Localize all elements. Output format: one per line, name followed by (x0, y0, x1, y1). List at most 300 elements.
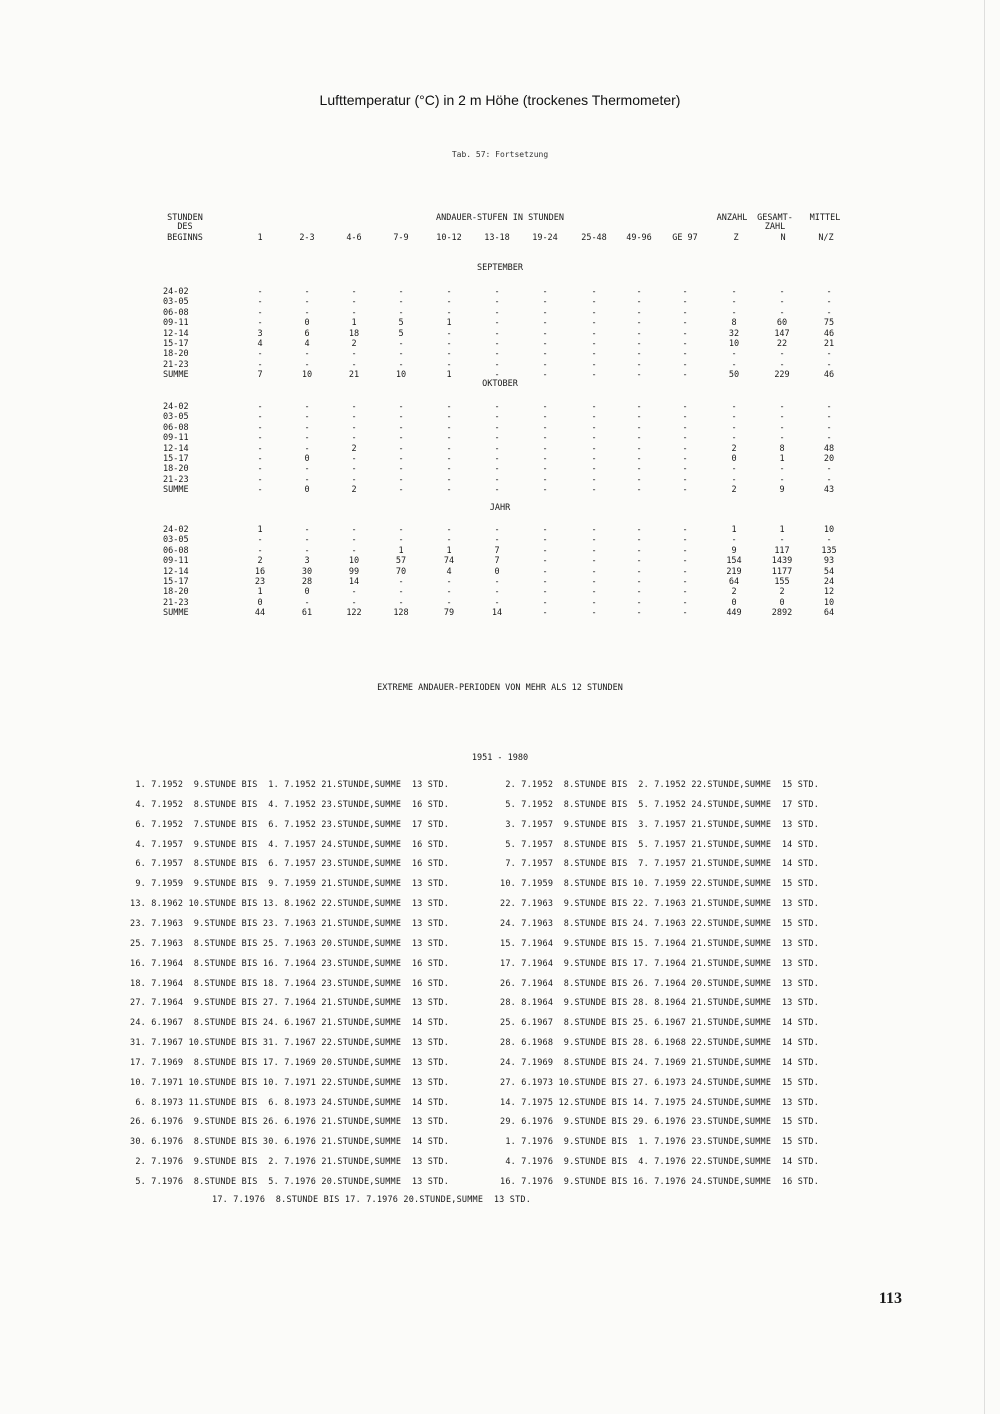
table-cell: 1 (257, 525, 263, 535)
table-cell: 4 (257, 339, 263, 349)
table-cell: - (446, 474, 452, 485)
table-cell: 10 (301, 370, 313, 381)
table-cell: 155 (774, 577, 790, 587)
table-cell: - (591, 545, 597, 556)
table-cell: - (446, 443, 452, 454)
period-entry: 26. 7.1964 8.STUNDE BIS 26. 7.1964 20.STUNDE,SUMME 13 STD. (500, 978, 820, 989)
table-cell: - (779, 412, 785, 423)
table-cell: - (731, 412, 737, 423)
table-cell: - (542, 318, 548, 329)
table-cell: - (636, 370, 642, 381)
period-entry: 2. 7.1952 8.STUNDE BIS 2. 7.1952 22.STUNDE,SUMME 15 STD. (500, 780, 820, 790)
table-cell: - (826, 402, 832, 412)
table-cell: - (446, 359, 452, 370)
table-cell: 147 (774, 328, 790, 339)
table-cell: - (494, 359, 500, 370)
table-cell: - (636, 454, 642, 464)
table-cell: 2 (351, 443, 357, 454)
table-cell: - (494, 307, 500, 318)
table-cell: 154 (726, 556, 742, 567)
table-cell: - (682, 566, 688, 577)
table-cell: - (542, 297, 548, 308)
table-cell: - (591, 535, 597, 546)
table-cell: - (351, 464, 357, 475)
duration-group-header: ANDAUER-STUFEN IN STUNDEN (436, 213, 564, 223)
table-cell: - (398, 402, 404, 412)
table-cell: 1 (446, 545, 452, 556)
table-cell: - (636, 307, 642, 318)
table-cell: 46 (823, 370, 835, 381)
table-cell: 7 (494, 545, 500, 556)
row-label: 21-23 (163, 359, 189, 370)
table-cell: - (304, 349, 310, 360)
table-cell: 2 (351, 485, 357, 496)
table-cell: - (398, 339, 404, 349)
table-cell: - (779, 535, 785, 546)
table-cell: - (304, 474, 310, 485)
table-cell: - (398, 577, 404, 587)
table-cell: - (682, 474, 688, 485)
table-cell: - (351, 587, 357, 598)
period-entry: 4. 7.1952 8.STUNDE BIS 4. 7.1952 23.STUNDE,SUMME 16 STD. (130, 799, 450, 810)
table-cell: - (446, 339, 452, 349)
table-cell: 14 (348, 577, 360, 587)
row-label: 18-20 (163, 349, 189, 360)
period-entry: 22. 7.1963 9.STUNDE BIS 22. 7.1963 21.STUNDE,SUMME 13 STD. (500, 899, 820, 910)
table-cell: - (542, 485, 548, 496)
table-cell: - (591, 566, 597, 577)
table-cell: - (494, 297, 500, 308)
table-cell: - (257, 412, 263, 423)
table-cell: 117 (774, 545, 790, 556)
table-cell: - (257, 402, 263, 412)
scan-edge (984, 0, 985, 1414)
table-cell: 135 (821, 545, 837, 556)
table-cell: - (304, 525, 310, 535)
table-cell: - (494, 287, 500, 297)
table-cell: - (257, 464, 263, 475)
period-entry: 15. 7.1964 9.STUNDE BIS 15. 7.1964 21.STUNDE,SUMME 13 STD. (500, 938, 820, 949)
table-cell: - (682, 318, 688, 329)
table-cell: - (446, 297, 452, 308)
row-label: 15-17 (163, 339, 189, 349)
table-cell: 43 (823, 485, 835, 496)
section-title: OKTOBER (482, 379, 518, 389)
table-cell: - (304, 464, 310, 475)
section-title: SEPTEMBER (476, 263, 524, 273)
period-entry: 14. 7.1975 12.STUNDE BIS 14. 7.1975 24.STUNDE,SUMME 13 STD. (500, 1097, 820, 1108)
table-cell: - (779, 464, 785, 475)
table-cell: - (257, 433, 263, 444)
table-cell: - (542, 566, 548, 577)
table-cell: - (682, 556, 688, 567)
table-cell: 1 (731, 525, 737, 535)
table-cell: - (257, 349, 263, 360)
table-cell: - (682, 443, 688, 454)
table-cell: - (446, 525, 452, 535)
table-cell: - (636, 525, 642, 535)
table-cell: 0 (304, 454, 310, 464)
table-cell: 1439 (771, 556, 793, 567)
table-cell: - (351, 297, 357, 308)
table-cell: - (779, 307, 785, 318)
table-cell: - (731, 433, 737, 444)
table-cell: - (494, 535, 500, 546)
period-entry: 25. 7.1963 8.STUNDE BIS 25. 7.1963 20.STUNDE,SUMME 13 STD. (130, 938, 450, 949)
row-label: SUMME (163, 608, 189, 619)
table-cell: - (304, 359, 310, 370)
duration-column-header: 25-48 (581, 233, 607, 243)
table-cell: - (731, 464, 737, 475)
table-cell: - (494, 485, 500, 496)
table-cell: 5 (398, 328, 404, 339)
table-cell: - (826, 535, 832, 546)
period-entry: 9. 7.1959 9.STUNDE BIS 9. 7.1959 21.STUNDE,SUMME 13 STD. (130, 879, 450, 890)
table-cell: 3 (257, 328, 263, 339)
table-cell: - (494, 525, 500, 535)
table-cell: - (351, 545, 357, 556)
table-cell: - (591, 485, 597, 496)
table-cell: - (636, 443, 642, 454)
table-cell: - (682, 287, 688, 297)
table-cell: - (591, 402, 597, 412)
table-cell: - (542, 454, 548, 464)
table-cell: - (636, 577, 642, 587)
gesamt-header: GESAMT- (757, 213, 793, 223)
table-cell: - (779, 297, 785, 308)
table-cell: - (591, 525, 597, 535)
table-cell: - (682, 328, 688, 339)
table-cell: - (636, 608, 642, 619)
table-cell: - (682, 587, 688, 598)
table-cell: - (591, 339, 597, 349)
table-cell: - (304, 422, 310, 433)
period-entry: 5. 7.1957 8.STUNDE BIS 5. 7.1957 21.STUNDE,SUMME 14 STD. (500, 839, 820, 850)
table-cell: 8 (779, 443, 785, 454)
table-cell: - (446, 597, 452, 608)
table-cell: 0 (257, 597, 263, 608)
table-cell: - (398, 359, 404, 370)
table-cell: 1 (446, 318, 452, 329)
table-cell: - (257, 485, 263, 496)
table-cell: - (446, 485, 452, 496)
period-entry: 10. 7.1971 10.STUNDE BIS 10. 7.1971 22.STUNDE,SUMME 13 STD. (130, 1077, 450, 1088)
table-cell: - (304, 412, 310, 423)
table-cell: 48 (823, 443, 835, 454)
table-cell: - (542, 556, 548, 567)
mittel-header: MITTEL (809, 213, 841, 223)
table-cell: - (542, 545, 548, 556)
table-cell: - (351, 349, 357, 360)
table-cell: - (636, 474, 642, 485)
table-cell: - (494, 597, 500, 608)
table-cell: - (636, 587, 642, 598)
table-cell: - (591, 412, 597, 423)
row-label: 24-02 (163, 525, 189, 535)
table-cell: - (542, 370, 548, 381)
table-cell: 229 (774, 370, 790, 381)
table-cell: - (591, 349, 597, 360)
table-cell: - (351, 597, 357, 608)
row-label: 03-05 (163, 535, 189, 546)
table-cell: 75 (823, 318, 835, 329)
table-cell: - (446, 433, 452, 444)
table-cell: - (636, 597, 642, 608)
table-cell: - (682, 454, 688, 464)
table-cell: - (398, 485, 404, 496)
table-cell: 14 (491, 608, 503, 619)
table-cell: - (591, 577, 597, 587)
duration-column-header: 10-12 (436, 233, 462, 243)
table-cell: 16 (254, 566, 266, 577)
gesamt-header-line2: ZAHL (764, 222, 786, 232)
period-entry: 17. 7.1969 8.STUNDE BIS 17. 7.1969 20.STUNDE,SUMME 13 STD. (130, 1057, 450, 1068)
table-cell: - (494, 474, 500, 485)
table-cell: - (398, 464, 404, 475)
period-entry: 30. 6.1976 8.STUNDE BIS 30. 6.1976 21.STUNDE,SUMME 14 STD. (130, 1137, 450, 1148)
table-cell: 1 (257, 587, 263, 598)
table-cell: - (682, 485, 688, 496)
table-cell: - (257, 422, 263, 433)
table-cell: - (731, 359, 737, 370)
anzahl-header: ANZAHL (716, 213, 748, 223)
table-cell: - (682, 307, 688, 318)
table-cell: 4 (446, 566, 452, 577)
table-cell: 61 (301, 608, 313, 619)
period-entry: 17. 7.1964 9.STUNDE BIS 17. 7.1964 21.STUNDE,SUMME 13 STD. (500, 958, 820, 969)
table-cell: - (826, 474, 832, 485)
table-cell: - (351, 535, 357, 546)
row-label: 24-02 (163, 287, 189, 297)
table-cell: - (591, 328, 597, 339)
table-cell: - (636, 402, 642, 412)
table-cell: - (636, 556, 642, 567)
table-cell: - (591, 370, 597, 381)
table-cell: 22 (776, 339, 788, 349)
duration-column-header: 1 (257, 233, 263, 243)
table-cell: - (731, 307, 737, 318)
anzahl-unit: Z (733, 233, 739, 243)
table-cell: - (446, 287, 452, 297)
table-cell: - (351, 287, 357, 297)
period-entry: 13. 8.1962 10.STUNDE BIS 13. 8.1962 22.STUNDE,SUMME 13 STD. (130, 899, 450, 910)
table-cell: - (826, 307, 832, 318)
table-cell: 0 (494, 566, 500, 577)
period-entry: 23. 7.1963 9.STUNDE BIS 23. 7.1963 21.STUNDE,SUMME 13 STD. (130, 918, 450, 929)
table-cell: - (257, 474, 263, 485)
row-label: 21-23 (163, 597, 189, 608)
table-cell: - (636, 566, 642, 577)
table-cell: 99 (348, 566, 360, 577)
period-entry: 16. 7.1976 9.STUNDE BIS 16. 7.1976 24.STUNDE,SUMME 16 STD. (500, 1177, 820, 1187)
stub-header-line1: STUNDEN (167, 213, 203, 223)
duration-column-header: GE 97 (672, 233, 698, 243)
period-entry: 6. 8.1973 11.STUNDE BIS 6. 8.1973 24.STUNDE,SUMME 14 STD. (130, 1097, 450, 1108)
row-label: 12-14 (163, 566, 189, 577)
table-cell: - (542, 464, 548, 475)
table-cell: - (542, 339, 548, 349)
table-cell: - (351, 454, 357, 464)
table-cell: - (826, 422, 832, 433)
table-cell: - (542, 597, 548, 608)
table-cell: - (257, 359, 263, 370)
table-cell: 2 (731, 485, 737, 496)
table-cell: - (731, 297, 737, 308)
period-entry: 26. 6.1976 9.STUNDE BIS 26. 6.1976 21.STUNDE,SUMME 13 STD. (130, 1117, 450, 1128)
table-cell: - (682, 297, 688, 308)
duration-column-header: 49-96 (626, 233, 652, 243)
table-cell: - (257, 318, 263, 329)
period-entry: 24. 6.1967 8.STUNDE BIS 24. 6.1967 21.STUNDE,SUMME 14 STD. (130, 1018, 450, 1029)
table-cell: 10 (823, 597, 835, 608)
table-cell: - (636, 349, 642, 360)
table-cell: 0 (731, 597, 737, 608)
table-cell: - (542, 422, 548, 433)
table-cell: 64 (728, 577, 740, 587)
stub-header-line3: BEGINNS (167, 233, 203, 243)
table-cell: - (398, 535, 404, 546)
table-cell: - (779, 287, 785, 297)
period-entry: 6. 7.1957 8.STUNDE BIS 6. 7.1957 23.STUNDE,SUMME 16 STD. (130, 859, 450, 870)
table-cell: - (826, 287, 832, 297)
period-entry: 18. 7.1964 8.STUNDE BIS 18. 7.1964 23.STUNDE,SUMME 16 STD. (130, 978, 450, 989)
table-cell: - (446, 307, 452, 318)
period-entry: 28. 6.1968 9.STUNDE BIS 28. 6.1968 22.STUNDE,SUMME 14 STD. (500, 1038, 820, 1049)
row-label: 15-17 (163, 577, 189, 587)
row-label: 03-05 (163, 412, 189, 423)
table-cell: - (542, 433, 548, 444)
table-cell: - (257, 454, 263, 464)
table-cell: 12 (823, 587, 835, 598)
table-cell: - (826, 464, 832, 475)
row-label: 24-02 (163, 402, 189, 412)
row-label: 18-20 (163, 464, 189, 475)
table-cell: 32 (728, 328, 740, 339)
table-cell: - (494, 443, 500, 454)
table-cell: - (304, 545, 310, 556)
table-cell: - (636, 535, 642, 546)
table-cell: - (731, 349, 737, 360)
table-cell: 5 (398, 318, 404, 329)
table-cell: 8 (731, 318, 737, 329)
table-cell: - (826, 412, 832, 423)
table-cell: - (351, 525, 357, 535)
table-cell: - (398, 349, 404, 360)
table-cell: 21 (823, 339, 835, 349)
table-cell: - (351, 359, 357, 370)
table-cell: - (682, 412, 688, 423)
period-entry: 24. 7.1969 8.STUNDE BIS 24. 7.1969 21.STUNDE,SUMME 14 STD. (500, 1057, 820, 1068)
period-entry: 5. 7.1952 8.STUNDE BIS 5. 7.1952 24.STUNDE,SUMME 17 STD. (500, 799, 820, 810)
extreme-periods-title: EXTREME ANDAUER-PERIODEN VON MEHR ALS 12 STUNDEN (377, 683, 623, 693)
table-cell: - (446, 464, 452, 475)
table-cell: - (636, 297, 642, 308)
table-cell: - (779, 422, 785, 433)
table-cell: 30 (301, 566, 313, 577)
table-subtitle: Tab. 57: Fortsetzung (451, 150, 549, 159)
table-cell: - (731, 287, 737, 297)
duration-column-header: 2-3 (299, 233, 315, 243)
table-cell: - (494, 370, 500, 381)
row-label: 15-17 (163, 454, 189, 464)
table-cell: - (636, 328, 642, 339)
table-cell: - (779, 359, 785, 370)
table-cell: 2 (779, 587, 785, 598)
table-cell: - (826, 297, 832, 308)
table-cell: 18 (348, 328, 360, 339)
table-cell: - (494, 433, 500, 444)
table-cell: - (398, 297, 404, 308)
table-cell: - (257, 307, 263, 318)
table-cell: - (731, 422, 737, 433)
table-cell: - (591, 433, 597, 444)
table-cell: 3 (304, 556, 310, 567)
table-cell: - (682, 422, 688, 433)
table-cell: 57 (395, 556, 407, 567)
table-cell: - (446, 535, 452, 546)
table-cell: - (682, 464, 688, 475)
row-label: 06-08 (163, 422, 189, 433)
table-cell: 4 (304, 339, 310, 349)
table-cell: - (682, 349, 688, 360)
table-cell: 1 (446, 370, 452, 381)
table-cell: 24 (823, 577, 835, 587)
period-entry: 3. 7.1957 9.STUNDE BIS 3. 7.1957 21.STUNDE,SUMME 13 STD. (500, 819, 820, 830)
table-cell: 1 (351, 318, 357, 329)
period-entry: 4. 7.1976 9.STUNDE BIS 4. 7.1976 22.STUNDE,SUMME 14 STD. (500, 1157, 820, 1168)
row-label: SUMME (163, 485, 189, 496)
row-label: SUMME (163, 370, 189, 381)
period-entry: 6. 7.1952 7.STUNDE BIS 6. 7.1952 23.STUNDE,SUMME 17 STD. (130, 819, 450, 830)
table-cell: - (682, 545, 688, 556)
period-entry: 24. 7.1963 8.STUNDE BIS 24. 7.1963 22.STUNDE,SUMME 15 STD. (500, 918, 820, 929)
table-cell: - (542, 443, 548, 454)
table-cell: - (542, 608, 548, 619)
table-cell: 60 (776, 318, 788, 329)
table-cell: - (636, 412, 642, 423)
period-entry: 31. 7.1967 10.STUNDE BIS 31. 7.1967 22.STUNDE,SUMME 13 STD. (130, 1038, 450, 1049)
table-cell: - (731, 402, 737, 412)
table-cell: 10 (823, 525, 835, 535)
table-cell: 128 (393, 608, 409, 619)
table-cell: - (682, 608, 688, 619)
table-cell: - (636, 339, 642, 349)
table-cell: - (591, 318, 597, 329)
table-cell: - (398, 433, 404, 444)
table-cell: - (304, 443, 310, 454)
table-cell: 9 (731, 545, 737, 556)
period-entry: 1. 7.1952 9.STUNDE BIS 1. 7.1952 21.STUNDE,SUMME 13 STD. (130, 780, 450, 790)
table-cell: 10 (728, 339, 740, 349)
table-cell: 449 (726, 608, 742, 619)
row-label: 09-11 (163, 433, 189, 444)
table-cell: 0 (304, 485, 310, 496)
table-cell: - (591, 454, 597, 464)
table-cell: 10 (395, 370, 407, 381)
table-cell: 74 (443, 556, 455, 567)
duration-column-header: 4-6 (346, 233, 362, 243)
table-cell: - (731, 474, 737, 485)
table-cell: - (304, 535, 310, 546)
table-cell: - (591, 608, 597, 619)
table-cell: - (682, 433, 688, 444)
table-cell: 7 (494, 556, 500, 567)
table-cell: - (591, 556, 597, 567)
table-cell: - (257, 535, 263, 546)
table-cell: 122 (346, 608, 362, 619)
table-cell: - (542, 587, 548, 598)
table-cell: - (257, 297, 263, 308)
